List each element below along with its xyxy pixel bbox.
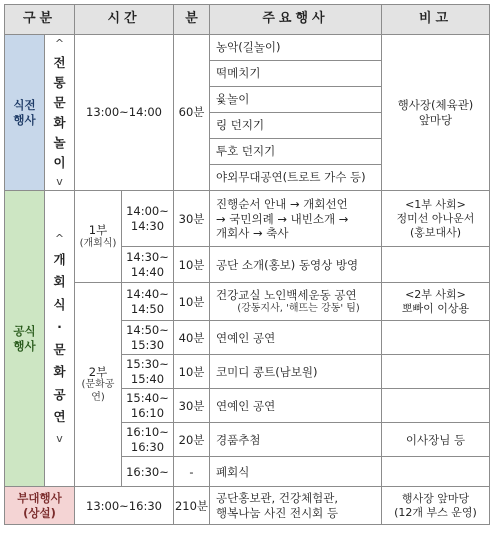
header-category: 구분 [5, 5, 75, 35]
side-event-minutes: 210분 [174, 487, 210, 525]
subtitle-char: 개 [53, 251, 66, 267]
time-end: 16:30 [130, 439, 165, 454]
caret-up-icon: ^ [54, 231, 65, 245]
time-end: 16:10 [130, 405, 165, 420]
pre-event-item: 투호 던지기 [210, 139, 382, 165]
pre-event-label-line2: 행사 [13, 112, 36, 127]
official-remark [382, 355, 490, 389]
official-minutes: 20분 [174, 423, 210, 457]
part1-sub: (개회식) [79, 237, 117, 249]
subtitle-char: 화 [53, 364, 66, 380]
side-event-remark [382, 487, 490, 525]
official-minutes: 10분 [174, 355, 210, 389]
part2-title: 2부 [88, 365, 108, 379]
official-remark: 이사장님 등 [382, 423, 490, 457]
pre-event-time: 13:00~14:00 [75, 35, 174, 191]
remark-line: <2부 사회> [405, 287, 466, 301]
remark-line: <1부 사회> [405, 198, 466, 212]
official-event: 코미디 콩트(남보원) [210, 355, 382, 389]
header-remarks: 비고 [382, 5, 490, 35]
side-event-line1: 공단홍보관, 건강체험관, [216, 491, 339, 506]
pre-event-item: 윷놀이 [210, 87, 382, 113]
official-event [210, 283, 382, 321]
official-time [122, 247, 174, 283]
subtitle-char: · [57, 319, 62, 335]
official-minutes: - [174, 457, 210, 487]
header-time: 시간 [75, 5, 174, 35]
remark-line: 정미선 아나운서 [396, 211, 475, 225]
subtitle-char: 회 [53, 274, 66, 290]
caret-down-icon: v [56, 431, 63, 445]
time-start: 15:30~ [126, 357, 169, 372]
subtitle-char: 문 [53, 94, 66, 110]
subtitle-char: 화 [53, 114, 66, 130]
time-start: 14:40~ [126, 287, 169, 302]
side-event-description [210, 487, 382, 525]
pre-event-item: 야외무대공연(트로트 가수 등) [210, 165, 382, 191]
official-minutes: 10분 [174, 283, 210, 321]
official-label-line2: 행사 [13, 338, 36, 353]
official-time [122, 321, 174, 355]
official-minutes: 40분 [174, 321, 210, 355]
official-remark [382, 283, 490, 321]
time-end: 15:40 [130, 371, 165, 386]
side-event-remark-line1: 행사장 앞마당 [401, 491, 470, 505]
header-main-event: 주요행사 [210, 5, 382, 35]
caret-up-icon: ^ [54, 37, 65, 50]
official-time [122, 283, 174, 321]
pre-event-row [5, 35, 490, 61]
side-event-line2: 행복나눔 사진 전시회 등 [216, 505, 339, 520]
time-start: 15:40~ [126, 391, 169, 406]
pre-event-category [5, 35, 45, 191]
subtitle-char: 전 [53, 54, 66, 70]
official-row [5, 191, 490, 247]
official-time [122, 191, 174, 247]
caret-down-icon: v [56, 174, 63, 188]
time-end: 14:40 [130, 264, 165, 279]
official-time [122, 355, 174, 389]
subtitle-char: 연 [53, 409, 66, 425]
pre-event-item: 떡메치기 [210, 61, 382, 87]
official-minutes: 30분 [174, 191, 210, 247]
subtitle-char: 식 [53, 296, 66, 312]
side-event-category [5, 487, 75, 525]
header-row [5, 5, 490, 35]
remark-line: (홍보대사) [409, 225, 462, 239]
official-event: 공단 소개(홍보) 동영상 방영 [210, 247, 382, 283]
subtitle-char: 공 [53, 386, 66, 402]
side-event-remark-line2: (12개 부스 운영) [394, 505, 477, 519]
part1-title: 1부 [88, 223, 108, 238]
pre-event-minutes: 60분 [174, 35, 210, 191]
pre-event-subtitle [45, 35, 75, 191]
part1-cell [75, 191, 122, 283]
official-event [210, 191, 382, 247]
official-event: 연예인 공연 [210, 321, 382, 355]
official-minutes: 30분 [174, 389, 210, 423]
official-remark [382, 457, 490, 487]
official-remark [382, 321, 490, 355]
pre-event-remark [382, 35, 490, 191]
side-event-label-line2: (상설) [23, 505, 56, 520]
side-event-time: 13:00~16:30 [75, 487, 174, 525]
event-schedule-table [4, 4, 490, 525]
event-line: → 국민의례 → 내빈소개 → [216, 211, 349, 226]
official-event: 경품추첨 [210, 423, 382, 457]
official-remark [382, 389, 490, 423]
pre-event-label-line1: 식전 [13, 98, 36, 113]
time-start: 14:00~ [126, 204, 169, 219]
part2-sub: (문화공연) [81, 379, 115, 403]
time-end: 14:30 [130, 218, 165, 233]
event-line: 건강교실 노인백세운동 공연 [216, 288, 357, 303]
official-remark [382, 247, 490, 283]
part2-cell [75, 283, 122, 487]
time-start: 14:50~ [126, 323, 169, 338]
time-start: 16:10~ [126, 425, 169, 440]
official-event: 폐회식 [210, 457, 382, 487]
side-event-row [5, 487, 490, 525]
time-end: 14:50 [130, 301, 165, 316]
official-minutes: 10분 [174, 247, 210, 283]
official-time [122, 389, 174, 423]
official-subtitle [45, 191, 75, 487]
official-row [5, 283, 490, 321]
side-event-label-line1: 부대행사 [17, 491, 62, 506]
subtitle-char: 이 [53, 154, 66, 170]
pre-event-item: 링 던지기 [210, 113, 382, 139]
pre-event-remark-line2: 앞마당 [418, 112, 453, 127]
header-minutes: 분 [174, 5, 210, 35]
event-line: 진행순서 안내 → 개회선언 [216, 197, 348, 212]
official-category [5, 191, 45, 487]
subtitle-char: 놀 [53, 134, 66, 150]
subtitle-char: 통 [53, 74, 66, 90]
event-line: (강동지사, '해뜨는 강동' 팀) [237, 302, 360, 314]
subtitle-char: 문 [53, 341, 66, 357]
pre-event-item: 농악(길놀이) [210, 35, 382, 61]
official-label-line1: 공식 [13, 324, 36, 339]
official-time [122, 423, 174, 457]
time-end: 15:30 [130, 337, 165, 352]
official-time: 16:30~ [122, 457, 174, 487]
official-event: 연예인 공연 [210, 389, 382, 423]
event-line: 개회사 → 축사 [216, 225, 289, 240]
time-start: 14:30~ [126, 250, 169, 265]
remark-line: 뽀빠이 이상용 [401, 301, 470, 315]
official-remark [382, 191, 490, 247]
pre-event-remark-line1: 행사장(체육관) [397, 98, 474, 113]
